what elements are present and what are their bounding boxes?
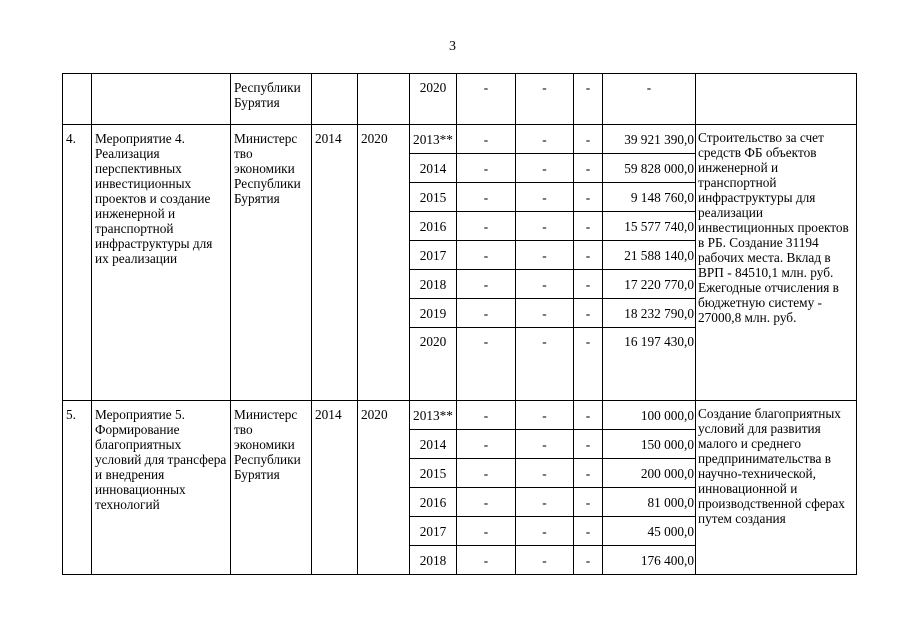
num-cell: 4.: [63, 125, 92, 401]
end-cell: 2020: [358, 125, 410, 401]
value-cell: -: [516, 328, 574, 401]
value-cell: -: [574, 546, 603, 575]
year-cell: 2013**: [410, 125, 457, 154]
amount-cell: 100 000,0: [603, 401, 696, 430]
amount-cell: 200 000,0: [603, 459, 696, 488]
value-cell: -: [457, 299, 516, 328]
value-cell: -: [457, 546, 516, 575]
value-cell: -: [516, 459, 574, 488]
name-cell: Мероприятие 4. Реализация перспективных инвестиционных проектов и создание инженерной и транспортной инфраструктуры для их реализации: [92, 125, 231, 401]
end-cell: 2020: [358, 401, 410, 575]
value-cell: -: [574, 154, 603, 183]
amount-cell: -: [603, 74, 696, 125]
year-cell: 2015: [410, 183, 457, 212]
note-cell: Строительство за счет средств ФБ объектов инженерной и транспортной инфраструктуры для реализации инвестиционных проектов в РБ. Создание 31194 рабочих места. Вклад в ВРП - 84510,1 млн. руб. Ежегодные отчисления в бюджетную систему - 27000,8 млн. руб.: [696, 125, 857, 401]
year-cell: 2017: [410, 241, 457, 270]
year-cell: 2014: [410, 430, 457, 459]
value-cell: -: [516, 241, 574, 270]
year-cell: 2019: [410, 299, 457, 328]
amount-cell: 176 400,0: [603, 546, 696, 575]
amount-cell: 21 588 140,0: [603, 241, 696, 270]
year-cell: 2020: [410, 328, 457, 401]
end-cell: [358, 74, 410, 125]
name-cell: Мероприятие 5. Формирование благоприятных условий для трансфера и внедрения инновационных технологий: [92, 401, 231, 575]
value-cell: -: [574, 270, 603, 299]
amount-cell: 45 000,0: [603, 517, 696, 546]
value-cell: -: [574, 401, 603, 430]
value-cell: -: [516, 401, 574, 430]
page-number: 3: [449, 39, 456, 54]
value-cell: -: [574, 430, 603, 459]
table-row: [63, 74, 857, 125]
name-cell: [92, 74, 231, 125]
value-cell: -: [457, 74, 516, 125]
table-row: [63, 125, 857, 154]
value-cell: -: [516, 183, 574, 212]
amount-cell: 59 828 000,0: [603, 154, 696, 183]
amount-cell: 16 197 430,0: [603, 328, 696, 401]
year-cell: 2018: [410, 270, 457, 299]
value-cell: -: [574, 328, 603, 401]
year-cell: 2013**: [410, 401, 457, 430]
year-cell: 2017: [410, 517, 457, 546]
value-cell: -: [574, 488, 603, 517]
value-cell: -: [574, 74, 603, 125]
value-cell: -: [574, 517, 603, 546]
value-cell: -: [457, 212, 516, 241]
executor-cell: Министерс тво экономики Республики Бурятия: [231, 125, 312, 401]
value-cell: -: [457, 270, 516, 299]
value-cell: -: [457, 154, 516, 183]
value-cell: -: [574, 212, 603, 241]
value-cell: -: [516, 546, 574, 575]
value-cell: -: [516, 212, 574, 241]
value-cell: -: [457, 430, 516, 459]
amount-cell: 17 220 770,0: [603, 270, 696, 299]
year-cell: 2016: [410, 212, 457, 241]
value-cell: -: [457, 401, 516, 430]
value-cell: -: [574, 299, 603, 328]
value-cell: -: [457, 183, 516, 212]
value-cell: -: [457, 488, 516, 517]
executor-cell: Республики Бурятия: [231, 74, 312, 125]
year-cell: 2020: [410, 74, 457, 125]
year-cell: 2015: [410, 459, 457, 488]
value-cell: -: [516, 154, 574, 183]
value-cell: -: [457, 517, 516, 546]
amount-cell: 15 577 740,0: [603, 212, 696, 241]
note-cell: [696, 74, 857, 125]
program-table: [62, 73, 857, 575]
value-cell: -: [516, 270, 574, 299]
value-cell: -: [516, 430, 574, 459]
value-cell: -: [457, 459, 516, 488]
value-cell: -: [516, 74, 574, 125]
executor-cell: Министерс тво экономики Республики Бурятия: [231, 401, 312, 575]
value-cell: -: [574, 125, 603, 154]
table-row: [63, 401, 857, 430]
amount-cell: 39 921 390,0: [603, 125, 696, 154]
amount-cell: 81 000,0: [603, 488, 696, 517]
note-cell: Создание благоприятных условий для развития малого и среднего предпринимательства в научно-технической, инновационной и производственной сферах путем создания: [696, 401, 857, 575]
year-cell: 2014: [410, 154, 457, 183]
amount-cell: 9 148 760,0: [603, 183, 696, 212]
value-cell: -: [516, 299, 574, 328]
start-cell: [312, 74, 358, 125]
num-cell: 5.: [63, 401, 92, 575]
value-cell: -: [516, 488, 574, 517]
value-cell: -: [574, 459, 603, 488]
amount-cell: 150 000,0: [603, 430, 696, 459]
start-cell: 2014: [312, 125, 358, 401]
year-cell: 2018: [410, 546, 457, 575]
num-cell: [63, 74, 92, 125]
value-cell: -: [457, 328, 516, 401]
value-cell: -: [457, 241, 516, 270]
start-cell: 2014: [312, 401, 358, 575]
value-cell: -: [457, 125, 516, 154]
value-cell: -: [516, 125, 574, 154]
value-cell: -: [574, 241, 603, 270]
value-cell: -: [516, 517, 574, 546]
amount-cell: 18 232 790,0: [603, 299, 696, 328]
value-cell: -: [574, 183, 603, 212]
year-cell: 2016: [410, 488, 457, 517]
